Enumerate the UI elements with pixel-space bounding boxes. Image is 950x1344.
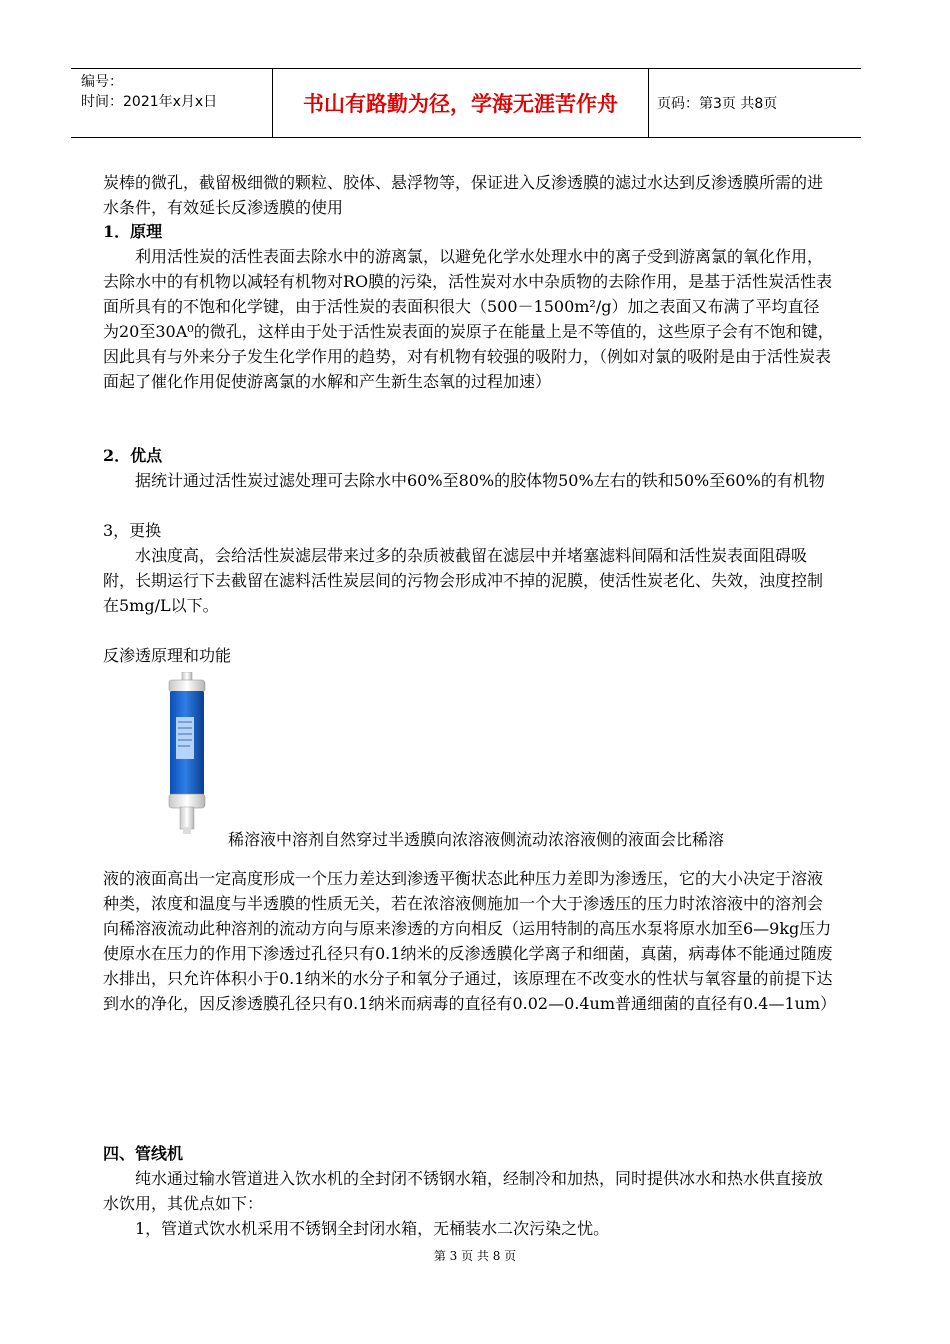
ro-section-title: 反渗透原理和功能 [103, 646, 232, 665]
heading-principle: 1．原理 [103, 222, 163, 241]
page-footer: 第 3 页 共 8 页 [433, 1249, 517, 1263]
pipeline-item-1: 1，管道式饮水机采用不锈钢全封闭水箱，无桶装水二次污染之忧。 [135, 1219, 610, 1238]
header-motto: 书山有路勤为径，学海无涯苦作舟 [303, 92, 618, 116]
header-page-info: 页码：第3页 共8页 [657, 96, 778, 112]
time-label: 时间：2021年x月x日 [81, 94, 218, 110]
pipeline-paragraph: 纯水通过输水管道进入饮水机的全封闭不锈钢水箱，经制冷和加热，同时提供冰水和热水供直接放水饮用，其优点如下： [103, 1169, 824, 1213]
intro-paragraph: 炭棒的微孔，截留极细微的颗粒、胶体、悬浮物等，保证进入反渗透膜的滤过水达到反渗透膜所需的进水条件，有效延长反渗透膜的使用 [103, 173, 824, 217]
heading-pipeline-machine: 四、管线机 [103, 1144, 184, 1163]
replacement-paragraph: 水浊度高，会给活性炭滤层带来过多的杂质被截留在滤层中并堵塞滤料间隔和活性炭表面阻碍吸附，长期运行下去截留在滤料活性炭层间的污物会形成冲不掉的泥膜，使活性炭老化、失效，浊度控制在5mg/L以下。 [103, 546, 824, 615]
ro-paragraph: 液的液面高出一定高度形成一个压力差达到渗透平衡状态此种压力差即为渗透压，它的大小决定于溶液种类，浓度和温度与半透膜的性质无关，若在浓溶液侧施加一个大于渗透压的压力时浓溶液中的溶剂会向稀溶液流动此种溶剂的流动方向与原来渗透的方向相反（运用特制的高压水泵将原水加至6—9kg压力使原水在压力的作用下渗透过孔径只有0.1纳米的反渗透膜化学离子和细菌，真菌，病毒体不能通过随废水排出，只允许体积小于0.1纳米的水分子和氧分子通过，该原理在不改变水的性状与氧容量的前提下达到水的净化，因反渗透膜孔径只有0.1纳米而病毒的直径有0.02—0.4um普通细菌的直径有0.4—1um） [103, 869, 837, 1013]
header-divider [648, 69, 649, 137]
ro-membrane-image [160, 672, 216, 834]
heading-replacement: 3，更换 [103, 521, 162, 540]
heading-advantages: 2．优点 [103, 446, 163, 465]
header-table [71, 68, 861, 138]
advantages-paragraph: 据统计通过活性炭过滤处理可去除水中60%至80%的胶体物50%左右的铁和50%至60%的有机物 [135, 471, 825, 490]
header-meta [81, 72, 276, 112]
principle-paragraph: 利用活性炭的活性表面去除水中的游离氯，以避免化学水处理水中的离子受到游离氯的氧化作用，去除水中的有机物以减轻有机物对RO膜的污染，活性炭对水中杂质物的去除作用，是基于活性炭活性表面所具有的不饱和化学键，由于活性炭的表面积很大（500－1500m²/g）加之表面又布满了平均直径为20至30A⁰的微孔，这样由于处于活性炭表面的炭原子在能量上是不等值的，这些原子会有不饱和键，因此具有与外来分子发生化学作用的趋势，对有机物有较强的吸附力，（例如对氯的吸附是由于活性炭表面起了催化作用促使游离氯的水解和产生新生态氧的过程加速） [103, 247, 834, 391]
number-label: 编号： [81, 74, 123, 90]
ro-paragraph-first-line: 稀溶液中溶剂自然穿过半透膜向浓溶液侧流动浓溶液侧的液面会比稀溶 [228, 830, 725, 849]
